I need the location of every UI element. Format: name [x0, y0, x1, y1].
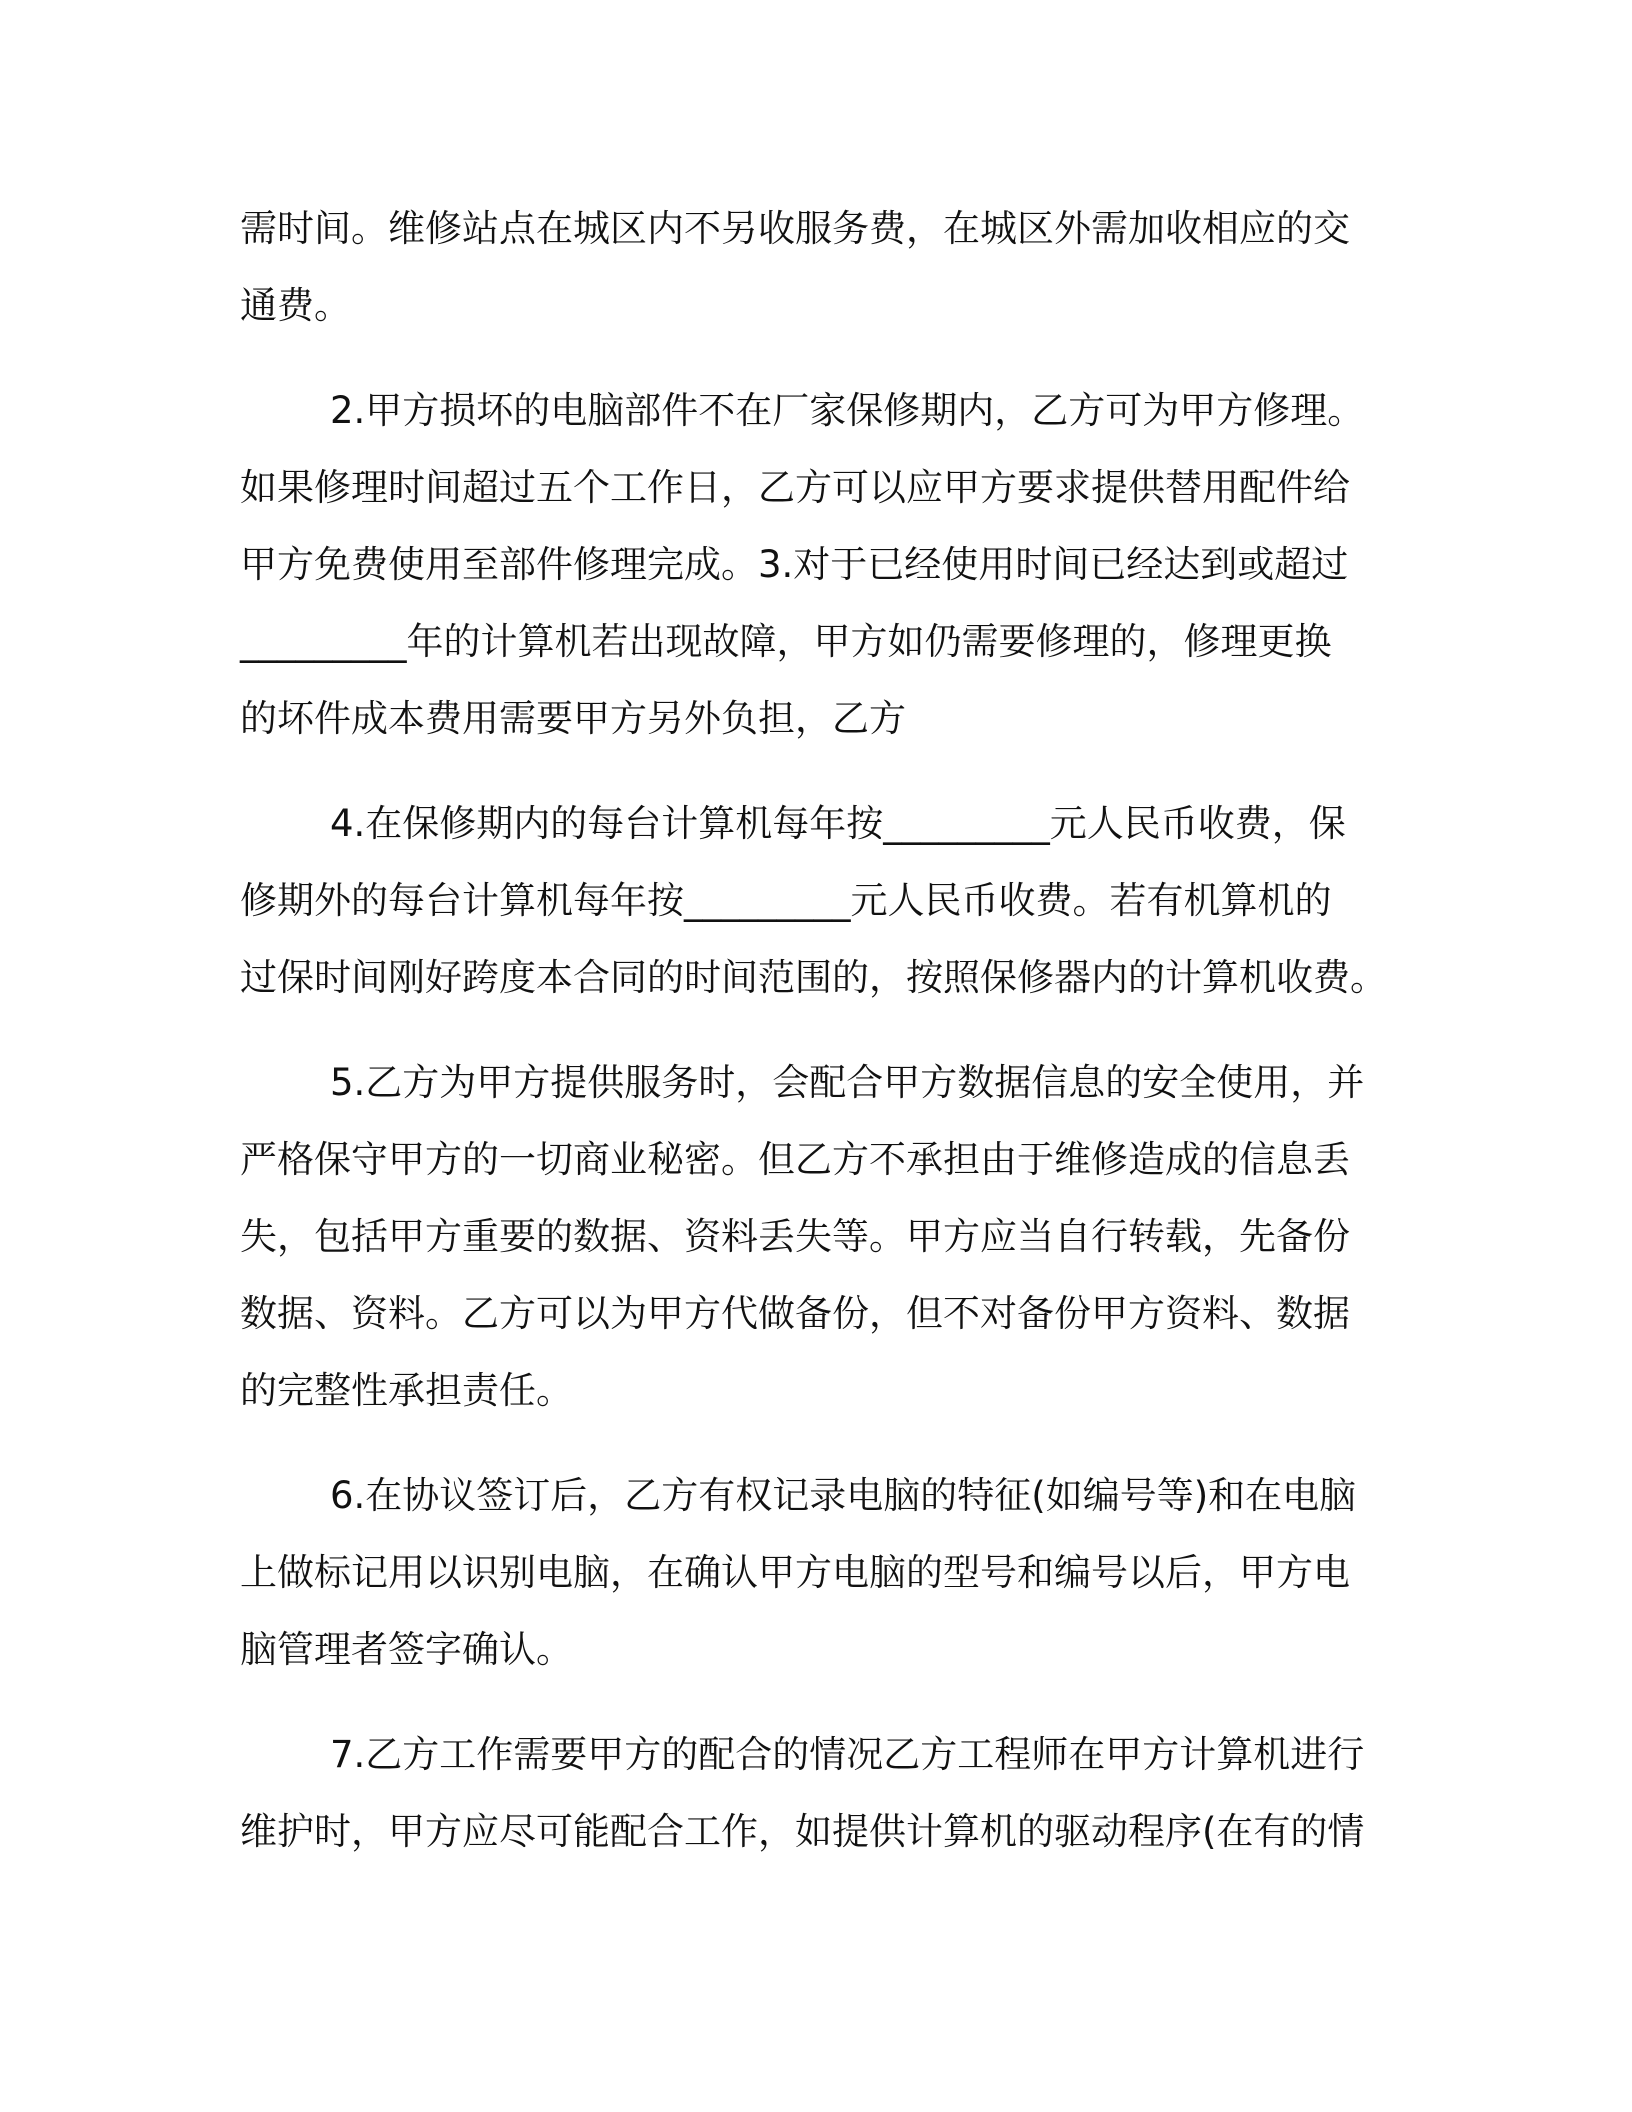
- text-line: 4.在保修期内的每台计算机每年按_________元人民币收费，保: [330, 802, 1346, 845]
- paragraph-5: [240, 1044, 1380, 1429]
- text-line: 的坏件成本费用需要甲方另外负担，乙方: [240, 697, 906, 740]
- paragraph-6: [240, 1457, 1380, 1688]
- text-line: 甲方免费使用至部件修理完成。3.对于已经使用时间已经达到或超过: [240, 543, 1349, 586]
- document-body: [240, 190, 1387, 1898]
- text-line: 上做标记用以识别电脑，在确认甲方电脑的型号和编号以后，甲方电: [240, 1551, 1350, 1594]
- text-line: 过保时间刚好跨度本合同的时间范围的，按照保修器内的计算机收费。: [240, 956, 1387, 999]
- text-line: 维护时，甲方应尽可能配合工作，如提供计算机的驱动程序(在有的情: [240, 1810, 1365, 1853]
- paragraph-1-continuation: [240, 190, 1380, 344]
- text-line: 失，包括甲方重要的数据、资料丢失等。甲方应当自行转载，先备份: [240, 1215, 1350, 1258]
- text-line: 需时间。维修站点在城区内不另收服务费，在城区外需加收相应的交: [240, 207, 1350, 250]
- text-line: 7.乙方工作需要甲方的配合的情况乙方工程师在甲方计算机进行: [330, 1733, 1365, 1776]
- text-line: 2.甲方损坏的电脑部件不在厂家保修期内，乙方可为甲方修理。: [330, 389, 1365, 432]
- text-line: 的完整性承担责任。: [240, 1369, 573, 1412]
- text-line: 脑管理者签字确认。: [240, 1628, 573, 1671]
- paragraph-4: [240, 785, 1387, 1016]
- paragraph-7: [240, 1716, 1380, 1870]
- text-line: 5.乙方为甲方提供服务时，会配合甲方数据信息的安全使用，并: [330, 1061, 1365, 1104]
- text-line: 6.在协议签订后，乙方有权记录电脑的特征(如编号等)和在电脑: [330, 1474, 1357, 1517]
- paragraph-2: [240, 372, 1380, 757]
- text-line: 如果修理时间超过五个工作日，乙方可以应甲方要求提供替用配件给: [240, 466, 1350, 509]
- text-line: 数据、资料。乙方可以为甲方代做备份，但不对备份甲方资料、数据: [240, 1292, 1350, 1335]
- text-line: 修期外的每台计算机每年按_________元人民币收费。若有机算机的: [240, 879, 1332, 922]
- text-line: 通费。: [240, 284, 351, 327]
- text-line: _________年的计算机若出现故障，甲方如仍需要修理的，修理更换: [240, 620, 1332, 663]
- text-line: 严格保守甲方的一切商业秘密。但乙方不承担由于维修造成的信息丢: [240, 1138, 1350, 1181]
